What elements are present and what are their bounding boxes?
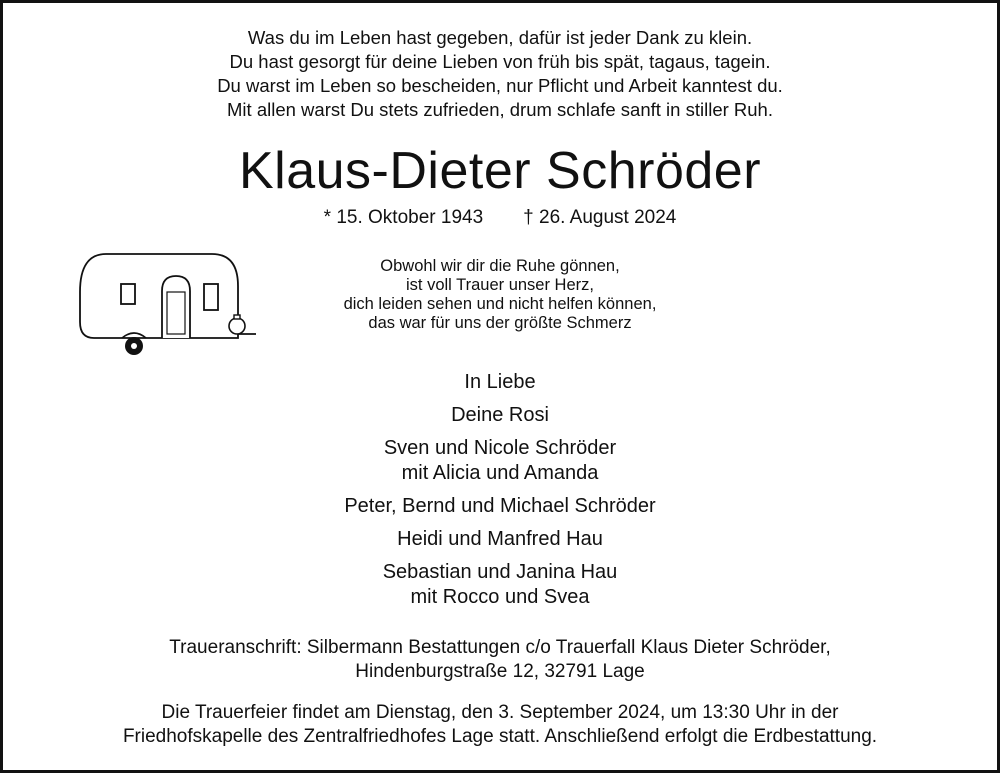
family-line: Heidi und Manfred Hau — [397, 528, 603, 550]
address-line: Hindenburgstraße 12, 32791 Lage — [355, 661, 645, 682]
family-group — [0, 403, 1000, 428]
ceremony-line: Friedhofskapelle des Zentralfriedhofes Lage statt. Anschließend erfolgt die Erdbestattung. — [122, 726, 878, 747]
birth-date: * 15. Oktober 1943 — [323, 207, 484, 228]
poem-line: Was du im Leben hast gegeben, dafür ist jeder Dank zu klein. — [247, 27, 753, 48]
mourning-address — [0, 636, 1000, 684]
family-group — [0, 560, 1000, 610]
verse-line: das war für uns der größte Schmerz — [368, 314, 632, 332]
funeral-ceremony-info — [0, 701, 1000, 749]
poem-line: Mit allen warst Du stets zufrieden, drum schlafe sanft in stiller Ruh. — [227, 99, 773, 120]
family-line: Sebastian und Janina Hau — [382, 561, 618, 583]
address-line: Traueranschrift: Silbermann Bestattungen c/o Trauerfall Klaus Dieter Schröder, — [169, 637, 831, 658]
poem-line: Du warst im Leben so bescheiden, nur Pflicht und Arbeit kanntest du. — [217, 75, 783, 96]
verse-line: dich leiden sehen und nicht helfen können, — [343, 295, 657, 313]
life-dates — [0, 206, 1000, 230]
ceremony-line: Die Trauerfeier findet am Dienstag, den 3. September 2024, um 13:30 Uhr in der — [161, 702, 839, 723]
poem-line: Du hast gesorgt für deine Lieben von früh bis spät, tagaus, tagein. — [229, 51, 771, 72]
family-group — [0, 527, 1000, 552]
verse-line: Obwohl wir dir die Ruhe gönnen, — [380, 257, 620, 275]
death-date: † 26. August 2024 — [523, 207, 677, 228]
family-line: mit Rocco und Svea — [410, 586, 590, 608]
deceased-name: Klaus-Dieter Schröder — [238, 142, 762, 200]
opening-poem — [0, 26, 1000, 122]
family-intro: In Liebe — [464, 371, 536, 393]
family-line: Deine Rosi — [451, 404, 549, 426]
verse-block — [0, 257, 1000, 333]
family-line: mit Alicia und Amanda — [401, 462, 599, 484]
verse-line: ist voll Trauer unser Herz, — [406, 276, 594, 294]
family-group — [0, 436, 1000, 486]
family-group — [0, 494, 1000, 519]
family-line: Peter, Bernd und Michael Schröder — [344, 495, 656, 517]
family-line: Sven und Nicole Schröder — [383, 437, 617, 459]
mourners-list — [0, 370, 1000, 618]
